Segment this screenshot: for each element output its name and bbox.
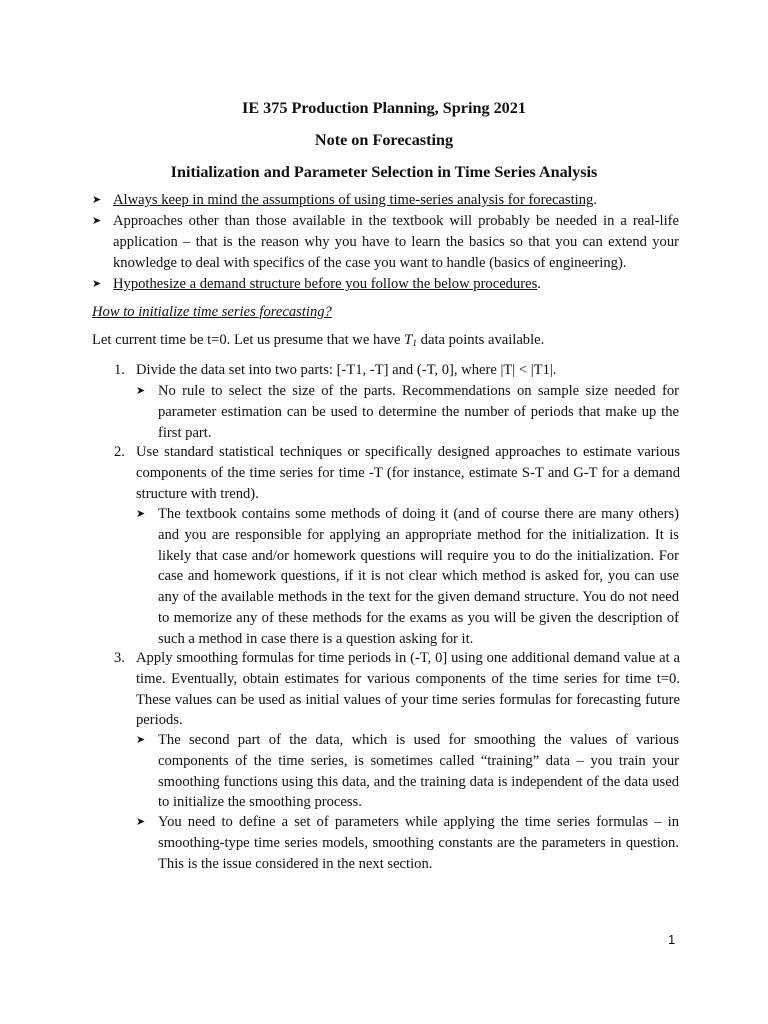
step-3-bullet-2 [136, 812, 679, 874]
arrow-bullet-icon: ➤ [92, 277, 102, 290]
step-3-text: Apply smoothing formulas for time periods in (-T, 0] using one additional demand value at a time. Eventually, obtain estimates for various components of the time series for time t=0. These values can be used as initial values of your time series formulas for forecasting future periods. [136, 650, 680, 729]
intro-bullet-1-period: . [593, 192, 597, 208]
intro-bullet-3-period: . [537, 276, 541, 292]
arrow-bullet-icon: ➤ [92, 214, 102, 227]
intro-bullet-1 [92, 190, 682, 211]
step-2-number: 2. [114, 444, 125, 460]
step-1-number: 1. [114, 362, 125, 378]
step-1-text: Divide the data set into two parts: [-T1, -T] and (-T, 0], where |T| < |T1|. [136, 362, 557, 378]
section-heading: How to initialize time series forecasting? [92, 304, 332, 320]
page-number: 1 [668, 932, 676, 947]
intro-bullet-1-text: Always keep in mind the assumptions of using time-series analysis for forecasting [113, 192, 594, 208]
section-intro: Let current time be t=0. Let us presume that we have $T_1$ data points available. [92, 332, 545, 349]
step-2-bullet-text: The textbook contains some methods of doing it (and of course there are many others) and you are responsible for applying an appropriate method for the initialization. It is likely that case and/or homework questions will require you to do the initialization. For case and homework questions, if it is not clear which method is asked for, you can use any of the available methods in the text for the given demand structure. You do not need to memorize any of these methods for the exams as you will be given the description of such a method in case there is a question asking for it. [158, 506, 679, 647]
intro-bullet-2-text: Approaches other than those available in the textbook will probably be needed in a real-life application – that is the reason why you have to learn the basics so that you can extend your knowledge to deal with specifics of the case you want to handle (basics of engineering). [113, 213, 679, 271]
step-3-bullet-1-text: The second part of the data, which is used for smoothing the values of various components of the time series, is sometimes called “training” data – you train your smoothing functions using this data, and the training data is independent of the data used to initialize the smoothing process. [158, 732, 679, 811]
step-2-bullet [136, 504, 679, 650]
step-1-bullet-text: No rule to select the size of the parts. Recommendations on sample size needed for parameter estimation can be used to determine the number of periods that make up the first part. [158, 383, 679, 441]
arrow-bullet-icon: ➤ [92, 193, 102, 206]
step-2 [114, 442, 680, 504]
arrow-bullet-icon: ➤ [136, 815, 146, 828]
course-title: IE 375 Production Planning, Spring 2021 [242, 99, 526, 117]
subtitle: Initialization and Parameter Selection in Time Series Analysis [170, 163, 598, 181]
step-3-number: 3. [114, 650, 125, 666]
arrow-bullet-icon: ➤ [136, 507, 146, 520]
arrow-bullet-icon: ➤ [136, 384, 146, 397]
step-1 [114, 360, 680, 381]
intro-bullet-3 [92, 274, 682, 295]
step-3-bullet-1 [136, 730, 679, 813]
step-3 [114, 648, 680, 731]
step-1-bullet [136, 381, 679, 443]
intro-bullet-3-text: Hypothesize a demand structure before you follow the below procedures [113, 276, 538, 292]
step-2-text: Use standard statistical techniques or specifically designed approaches to estimate various components of the time series for time -T (for instance, estimate S-T and G-T for a demand structure with trend). [136, 444, 680, 502]
arrow-bullet-icon: ➤ [136, 733, 146, 746]
step-3-bullet-2-text: You need to define a set of parameters while applying the time series formulas – in smoothing-type time series models, smoothing constants are the parameters in question. This is the issue considered in the next section. [158, 814, 679, 872]
intro-bullet-2 [92, 211, 679, 273]
note-title: Note on Forecasting [314, 131, 454, 149]
